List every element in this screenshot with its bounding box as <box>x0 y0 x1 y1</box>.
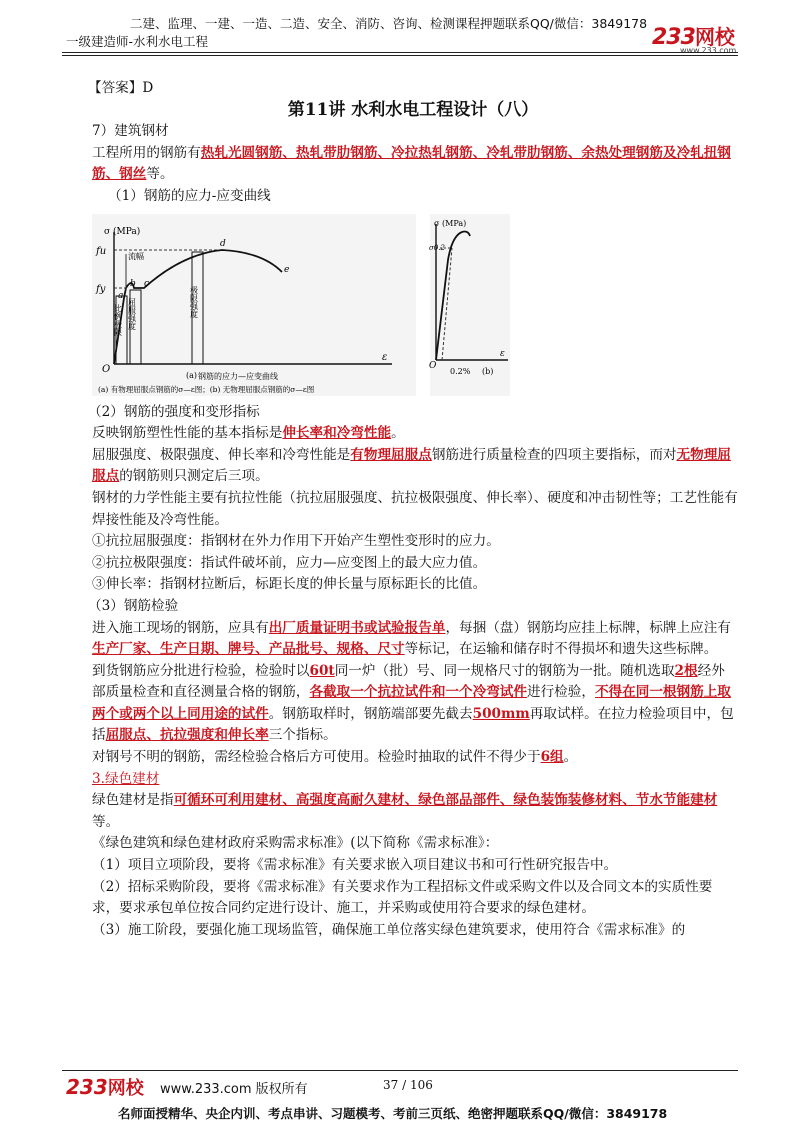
header-subtitle: 一级建造师-水利水电工程 <box>66 34 209 49</box>
page-content <box>88 78 738 941</box>
section-steel: 7）建筑钢材 <box>92 123 169 140</box>
item-stage-1: （1）项目立项阶段，要将《需求标准》有关要求嵌入项目建议书和可行性研究报告中。 <box>92 857 618 874</box>
logo-number: 233 <box>652 25 695 50</box>
footer-rule <box>62 1070 738 1071</box>
hl-no-yield-point: 无物理屈服点 <box>92 446 731 485</box>
section-green-materials: 3.绿色建材 <box>92 770 160 787</box>
page-number: 37 / 106 <box>383 1078 433 1092</box>
sub-heading-strength: （2）钢筋的强度和变形指标 <box>88 403 260 420</box>
para-mechanical: 钢材的力学性能主要有抗拉性能（抗拉屈服强度、抗拉极限强度、伸长率）、硬度和冲击韧性等；工艺性能有焊接性能及冷弯性能。 <box>92 489 738 528</box>
fig-a-v1: 比例极限 <box>113 303 123 336</box>
para-green-def: 绿色建材是指可循环可利用建材、高强度高耐久建材、绿色部品部件、绿色装饰装修材料、节水节能建材等。 <box>92 792 718 830</box>
fig-a-pt-a: a <box>118 290 124 301</box>
fig-a-pt-d: d <box>220 238 226 249</box>
hl-yield-point: 有物理屈服点 <box>350 446 432 463</box>
fig-a-v2: 屈服强度 <box>127 297 137 330</box>
sub-heading-curve: （1）钢筋的应力-应变曲线 <box>108 187 271 204</box>
para-plasticity: 反映钢筋塑性性能的基本指标是伸长率和冷弯性能。 <box>92 425 405 442</box>
fig-a-caption1: 钢筋的应力—应变曲线 <box>198 371 278 381</box>
header-rule-thin <box>62 55 738 56</box>
fig-a-xlabel: ε <box>382 351 388 363</box>
para-rebar-types: 工程所用的钢筋有热轧光圆钢筋、热轧带肋钢筋、冷拉热轧钢筋、冷轧带肋钢筋、余热处理钢筋及冷轧扭钢筋、钢丝等。 <box>92 144 731 183</box>
hl-60t: 60t <box>309 662 335 679</box>
fig-a-caption2: (a) 有物理屈服点钢筋的σ—ε图；(b) 无物理屈服点钢筋的σ—ε图 <box>98 384 315 394</box>
fig-a-tag: (a) <box>186 370 198 380</box>
item-stage-2: （2）招标采购阶段，要将《需求标准》有关要求作为工程招标文件或采购文件以及合同文本的实质性要求，要求承包单位按合同约定进行设计、施工，并采购或使用符合要求的绿色建材。 <box>92 878 713 917</box>
footer-site: www.233.com 版权所有 <box>160 1082 308 1097</box>
footer-ad: 名师面授精华、央企内训、考点串讲、习题模考、考前三页纸、绝密押题联系QQ/微信：3849178 <box>118 1106 668 1121</box>
figure-b-stress-strain <box>430 214 510 396</box>
hl-500mm: 500mm <box>472 705 530 722</box>
fig-a-ylabel: σ (MPa) <box>104 226 141 237</box>
para-standard: 《绿色建筑和绿色建材政府采购需求标准》(以下简称《需求标准》： <box>92 835 499 852</box>
header-contact-line: 二建、监理、一建、一造、二造、安全、消防、咨询、检测课程押题联系QQ/微信：3849178 <box>130 16 648 31</box>
hl-rebar-types: 热轧光圆钢筋、热轧带肋钢筋、冷拉热轧钢筋、冷轧带肋钢筋、余热处理钢筋及冷轧扭钢筋、钢丝 <box>92 144 731 183</box>
fig-a-v3: 极限强度 <box>189 285 199 318</box>
footer-logo <box>66 1074 144 1100</box>
hl-green-types: 可循环可利用建材、高强度高耐久建材、绿色部品部件、绿色装饰装修材料、节水节能建材 <box>173 792 718 809</box>
fig-b-s02: σ0.2 <box>429 243 445 252</box>
hl-6-groups: 6组 <box>540 749 564 766</box>
footer-logo-text: 网校 <box>107 1078 144 1099</box>
para-labels: 进入施工现场的钢筋，应具有出厂质量证明书或试验报告单，每捆（盘）钢筋均应挂上标牌，标牌上应注有生产厂家、生产日期、牌号、产品批号、规格、尺寸等标记，在运输和储存时不得损坏和遗失这些标牌。 <box>92 619 731 658</box>
figure-a-stress-strain <box>92 214 416 396</box>
fig-a-fy: fy <box>96 283 106 295</box>
hl-label-fields: 生产厂家、生产日期、牌号、产品批号、规格、尺寸 <box>92 641 405 658</box>
fig-a-origin: O <box>102 363 111 375</box>
fig-a-neck: 流幅 <box>128 251 144 261</box>
para-unknown-grade: 对钢号不明的钢筋，需经检验合格后方可使用。检验时抽取的试件不得少于6组。 <box>92 749 578 766</box>
header-logo <box>652 21 736 55</box>
answer-line: 【答案】D <box>88 80 154 96</box>
fig-a-fu: fu <box>96 245 107 257</box>
item-elongation: ③伸长率：指钢材拉断后，标距长度的伸长量与原标距长的比值。 <box>92 576 487 593</box>
fig-a-pt-c: c <box>144 278 150 289</box>
hl-specimens: 各截取一个抗拉试件和一个冷弯试件 <box>309 684 527 701</box>
item-yield: ①抗拉屈服强度：指钢材在外力作用下开始产生塑性变形时的应力。 <box>92 533 500 550</box>
item-ultimate: ②抗拉极限强度：指试件破坏前，应力—应变图上的最大应力值。 <box>92 554 487 571</box>
fig-b-pct: 0.2% <box>450 366 471 376</box>
hl-same-bar: 不得在同一根钢筋上取两个或两个以上同用途的试件 <box>92 684 731 722</box>
fig-b-origin: O <box>429 360 437 371</box>
hl-2-bars: 2根 <box>674 662 698 679</box>
sub-heading-inspection: （3）钢筋检验 <box>88 597 179 614</box>
lecture-title: 第11讲 水利水电工程设计（八） <box>287 99 539 120</box>
para-four-indicators: 屈服强度、极限强度、伸长率和冷弯性能是有物理屈服点钢筋进行质量检查的四项主要指标，而对无物理屈服点的钢筋则只测定后三项。 <box>92 446 731 485</box>
hl-certificate: 出厂质量证明书或试验报告单 <box>268 619 446 636</box>
logo-text: 网校 <box>694 25 735 49</box>
fig-a-pt-e: e <box>284 264 290 275</box>
fig-a-pt-b: b <box>130 278 136 289</box>
hl-elongation: 伸长率和冷弯性能 <box>282 425 392 442</box>
fig-b-tag: (b) <box>482 366 494 376</box>
hl-tensile-items: 屈服点、抗拉强度和伸长率 <box>105 727 269 744</box>
stress-strain-figures <box>88 214 738 396</box>
header-rule <box>62 52 738 53</box>
fig-b-xlabel: ε <box>500 348 505 359</box>
footer-logo-number: 233 <box>66 1075 108 1099</box>
fig-b-ylabel: σ (MPa) <box>434 218 467 228</box>
logo-url: www.233.com <box>680 46 737 55</box>
item-stage-3: （3）施工阶段，要强化施工现场监管，确保施工单位落实绿色建筑要求，使用符合《需求标准》的 <box>92 921 686 938</box>
para-batch-test: 到货钢筋应分批进行检验，检验时以60t同一炉（批）号、同一规格尺寸的钢筋为一批。随机选取2根经外部质量检查和直径测量合格的钢筋，各截取一个抗拉试件和一个冷弯试件进行检验，不得在同一根钢筋上取两个或两个以上同用途的试件。钢筋取样时，钢筋端部要先截去500mm再取试样。在拉力检验项目中，包括屈服点、抗拉强度和伸长率三个指标。 <box>92 662 734 744</box>
